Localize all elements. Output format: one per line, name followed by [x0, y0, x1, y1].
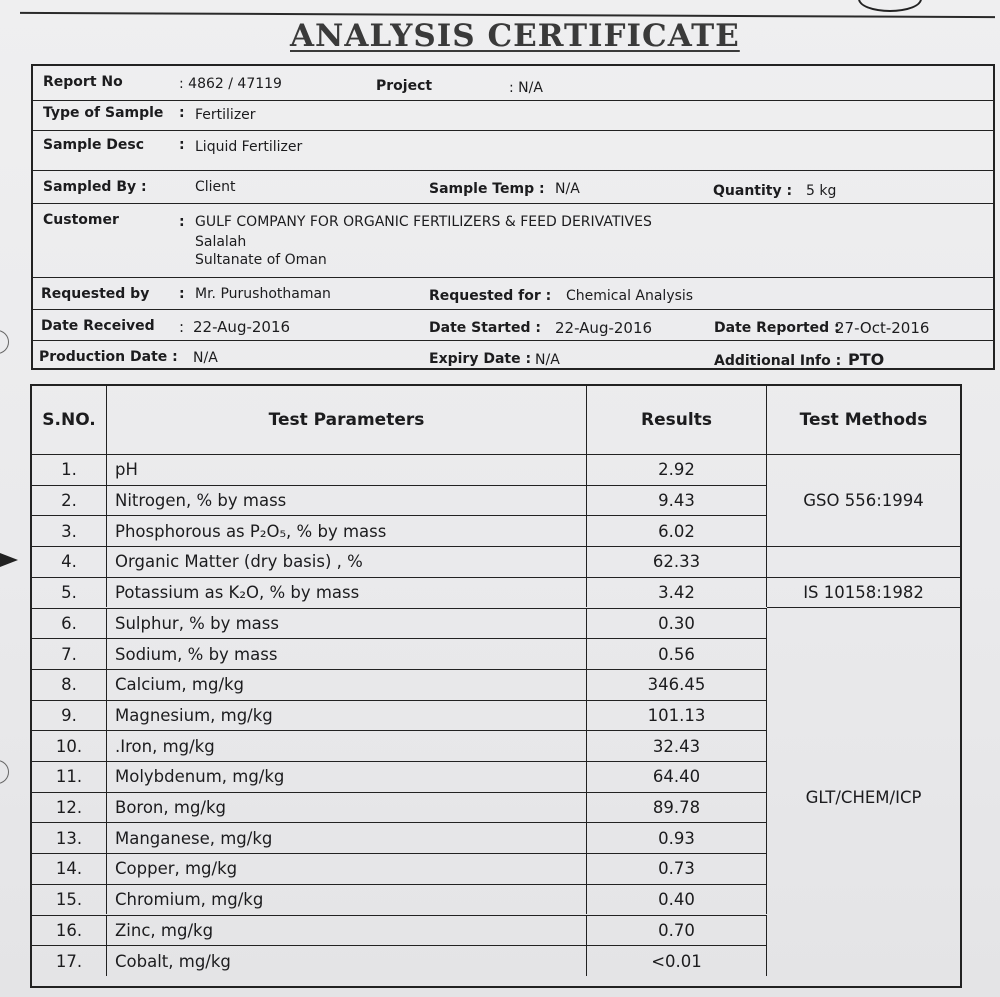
row-result: 2.92: [587, 454, 767, 485]
row-sno: 10.: [32, 730, 107, 761]
row-parameter: Boron, mg/kg: [107, 792, 587, 823]
pointer-arrow-icon: [0, 553, 18, 567]
row-sno: 15.: [32, 884, 107, 915]
info-row-customer: Customer : GULF COMPANY FOR ORGANIC FERTILIZERS & FEED DERIVATIVES Salalah Sultanate of Oman: [33, 204, 993, 278]
report-no-value: : 4862 / 47119: [179, 76, 282, 92]
date-reported-value: 27-Oct-2016: [835, 319, 930, 337]
header-test-parameters: Test Parameters: [107, 386, 587, 454]
row-result: 0.70: [587, 915, 767, 946]
row-sno: 8.: [32, 669, 107, 700]
row-sno: 13.: [32, 822, 107, 853]
row-result: 346.45: [587, 669, 767, 700]
method-blank: [767, 546, 960, 577]
corner-mark: [858, 0, 922, 12]
requested-for-value: Chemical Analysis: [566, 288, 694, 304]
info-row-production: [33, 341, 993, 372]
sample-type-label: Type of Sample: [43, 105, 164, 121]
row-result: 0.56: [587, 638, 767, 669]
additional-info-value: PTO: [848, 350, 885, 369]
row-result: 9.43: [587, 485, 767, 516]
row-sno: 7.: [32, 638, 107, 669]
row-parameter: Zinc, mg/kg: [107, 915, 587, 946]
customer-label: Customer: [43, 212, 119, 228]
report-no-label: Report No: [43, 74, 123, 90]
sample-info-box: [31, 64, 995, 370]
project-value: : N/A: [509, 80, 543, 96]
date-received-label: Date Received: [41, 318, 155, 334]
row-result: 62.33: [587, 546, 767, 577]
customer-city: Salalah: [195, 234, 247, 250]
sampled-by-label: Sampled By :: [43, 179, 147, 195]
info-row-dates: Date Received : 22-Aug-2016 Date Started : 22-Aug-2016 Date Reported : 27-Oct-2016: [33, 310, 993, 341]
row-sno: 5.: [32, 577, 107, 608]
method-gso: GSO 556:1994: [767, 454, 960, 546]
row-result: 3.42: [587, 577, 767, 608]
row-parameter: Copper, mg/kg: [107, 853, 587, 884]
row-sno: 2.: [32, 485, 107, 516]
sampled-by-value: Client: [195, 179, 236, 195]
row-result: <0.01: [587, 945, 767, 976]
expiry-date-label: Expiry Date :: [429, 351, 532, 367]
row-parameter: Manganese, mg/kg: [107, 822, 587, 853]
row-sno: 17.: [32, 945, 107, 976]
info-row-type: Type of Sample : Fertilizer: [33, 101, 993, 131]
row-result: 0.73: [587, 853, 767, 884]
sample-desc-value: Liquid Fertilizer: [195, 139, 303, 155]
row-parameter: Molybdenum, mg/kg: [107, 761, 587, 792]
row-sno: 14.: [32, 853, 107, 884]
row-result: 89.78: [587, 792, 767, 823]
row-result: 0.93: [587, 822, 767, 853]
row-parameter: Magnesium, mg/kg: [107, 700, 587, 731]
row-parameter: Sulphur, % by mass: [107, 608, 587, 639]
certificate-title: ANALYSIS CERTIFICATE: [290, 18, 740, 54]
sample-temp-value: N/A: [555, 181, 580, 197]
row-sno: 9.: [32, 700, 107, 731]
row-sno: 12.: [32, 792, 107, 823]
method-glt: GLT/CHEM/ICP: [767, 607, 960, 986]
row-result: 101.13: [587, 700, 767, 731]
info-row-sampled: [33, 171, 993, 204]
binder-mark: [0, 760, 9, 784]
method-is: IS 10158:1982: [767, 577, 960, 608]
requested-by-value: Mr. Purushothaman: [195, 286, 331, 302]
customer-name: GULF COMPANY FOR ORGANIC FERTILIZERS & FEED DERIVATIVES: [195, 214, 652, 230]
row-parameter: Phosphorous as P₂O₅, % by mass: [107, 515, 587, 546]
row-parameter: Sodium, % by mass: [107, 638, 587, 669]
header-results: Results: [587, 386, 767, 454]
date-reported-label: Date Reported :: [714, 320, 840, 336]
row-sno: 4.: [32, 546, 107, 577]
project-label: Project: [376, 78, 433, 94]
row-parameter: pH: [107, 454, 587, 485]
sample-temp-label: Sample Temp :: [429, 181, 545, 197]
row-parameter: Cobalt, mg/kg: [107, 945, 587, 976]
info-row-requested: Requested by : Mr. Purushothaman Requested for : Chemical Analysis: [33, 278, 993, 310]
row-sno: 11.: [32, 761, 107, 792]
row-parameter: Nitrogen, % by mass: [107, 485, 587, 516]
row-parameter: .Iron, mg/kg: [107, 730, 587, 761]
row-sno: 6.: [32, 608, 107, 639]
header-test-methods: Test Methods: [799, 410, 928, 430]
row-sno: 1.: [32, 454, 107, 485]
row-sno: 16.: [32, 915, 107, 946]
row-result: 64.40: [587, 761, 767, 792]
row-result: 32.43: [587, 730, 767, 761]
results-table: [30, 384, 962, 988]
customer-country: Sultanate of Oman: [195, 252, 327, 268]
quantity-label: Quantity :: [713, 183, 793, 199]
additional-info-label: Additional Info :: [714, 353, 842, 369]
date-started-value: 22-Aug-2016: [555, 319, 653, 337]
row-result: 6.02: [587, 515, 767, 546]
row-parameter: Calcium, mg/kg: [107, 669, 587, 700]
production-date-label: Production Date :: [39, 349, 178, 365]
date-started-label: Date Started :: [429, 320, 541, 336]
sample-type-value: Fertilizer: [195, 107, 256, 123]
row-sno: 3.: [32, 515, 107, 546]
info-row-report: [33, 66, 993, 101]
requested-by-label: Requested by: [41, 286, 150, 302]
production-date-value: N/A: [193, 350, 218, 366]
row-result: 0.30: [587, 608, 767, 639]
quantity-value: 5 kg: [806, 183, 837, 199]
binder-mark: [0, 330, 9, 354]
row-result: 0.40: [587, 884, 767, 915]
row-parameter: Organic Matter (dry basis) , %: [107, 546, 587, 577]
requested-for-label: Requested for :: [429, 288, 552, 304]
row-parameter: Chromium, mg/kg: [107, 884, 587, 915]
header-sno: S.NO.: [32, 386, 107, 454]
sample-desc-label: Sample Desc: [43, 137, 145, 153]
expiry-date-value: N/A: [535, 352, 560, 368]
info-row-desc: Sample Desc : Liquid Fertilizer: [33, 131, 993, 171]
date-received-value: 22-Aug-2016: [193, 318, 291, 336]
row-parameter: Potassium as K₂O, % by mass: [107, 577, 587, 608]
